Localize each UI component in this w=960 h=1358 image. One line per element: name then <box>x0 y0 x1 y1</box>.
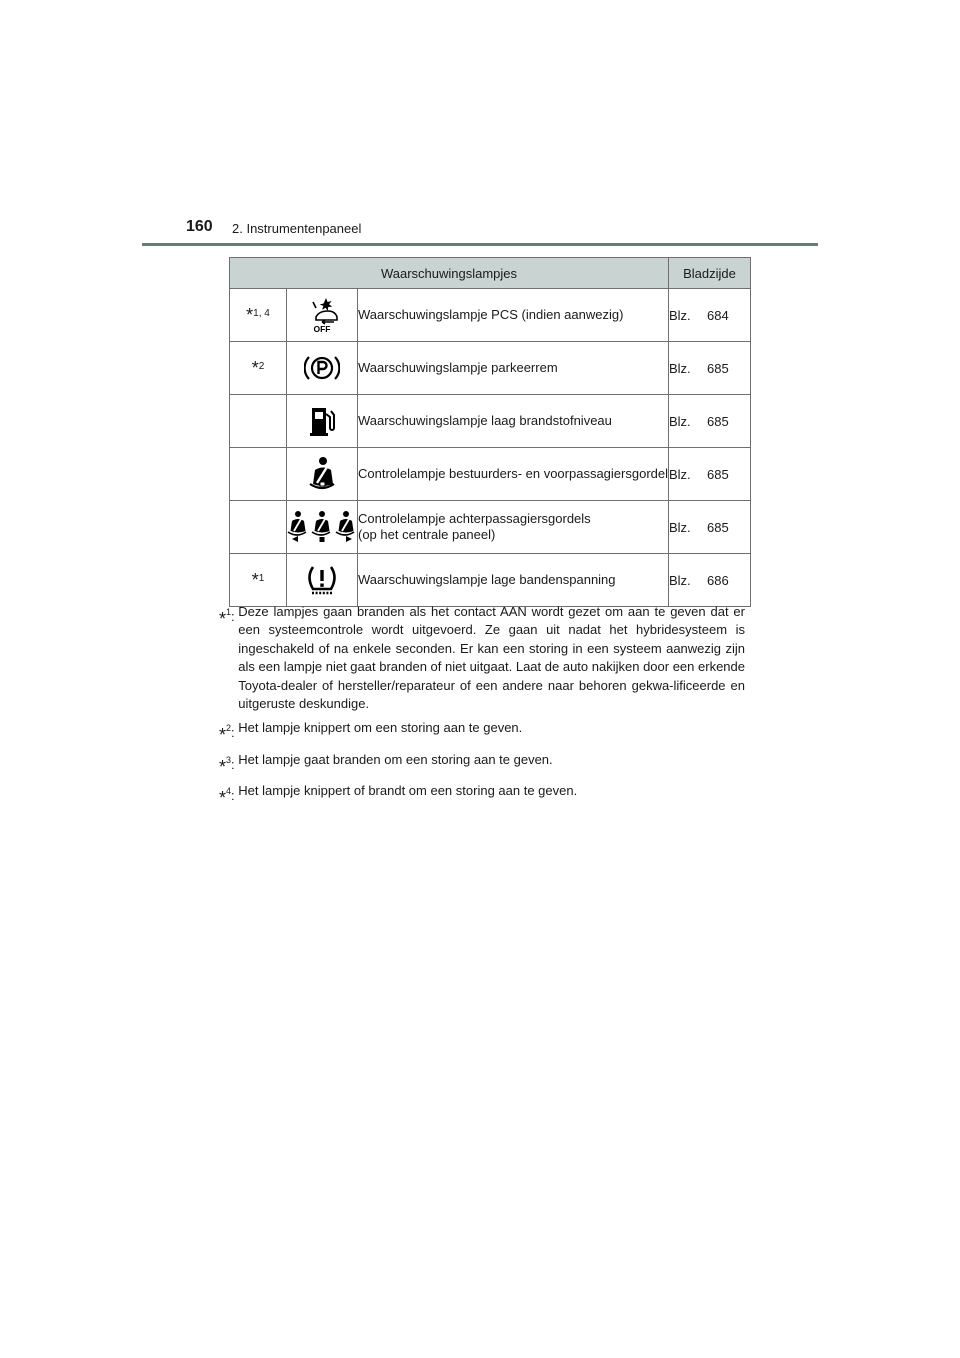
description-cell: Waarschuwingslampje parkeerrem <box>358 342 669 395</box>
table-header-row <box>230 258 751 289</box>
icon-cell <box>287 448 358 501</box>
note-cell <box>230 395 287 448</box>
note-cell <box>230 448 287 501</box>
section-title: 2. Instrumentenpaneel <box>232 221 362 236</box>
table-row <box>230 448 751 501</box>
fuel-pump-icon <box>308 404 336 438</box>
header-rule <box>142 243 818 246</box>
footnote-mark: *$^2$: <box>219 723 239 746</box>
icon-cell <box>287 342 358 395</box>
footnote <box>219 782 745 807</box>
note-ref: 1 <box>258 573 265 584</box>
page-label: Blz. <box>669 413 691 429</box>
page-cell <box>669 342 751 395</box>
note-cell <box>230 501 287 554</box>
footnote-mark: *$^4$: <box>219 786 239 809</box>
footnote <box>219 603 745 713</box>
pcs-off-icon <box>305 296 339 334</box>
footnote-mark: *$^1$: <box>219 607 239 629</box>
parking-brake-icon <box>304 352 340 384</box>
icon-cell <box>287 289 358 342</box>
footnotes <box>219 603 745 814</box>
footnote-text: Het lampje knippert of brandt om een storing aan te geven. <box>238 783 578 799</box>
footnote <box>219 719 745 744</box>
icon-cell <box>287 501 358 554</box>
page-ref: 685 <box>707 519 729 535</box>
page-ref: 685 <box>707 360 729 376</box>
page-label: Blz. <box>669 466 691 482</box>
asterisk: * <box>251 358 259 378</box>
seatbelt-icon <box>307 456 337 492</box>
description-cell: Waarschuwingslampje laag brandstofniveau <box>358 395 669 448</box>
page-label: Blz. <box>669 519 691 535</box>
note-cell <box>230 554 287 607</box>
page-label: Blz. <box>669 360 691 376</box>
table-row <box>230 342 751 395</box>
footnote-text: Deze lampjes gaan branden als het contact AAN wordt gezet om aan te geven dat er een systeemcontrole wordt uitgevoerd. Ze gaan uit nadat het hybridesysteem is ingeschakeld of na enkele seconden. Er kan een storing in een systeem aanwezig zijn als een lampje niet gaat branden of niet uitgaat. Laat de auto nakijken door een erkende Toyota-dealer of hersteller/reparateur of een andere naar behoren gekwa-lificeerde en uitgeruste deskundige. <box>238 604 745 712</box>
footnote <box>219 751 745 776</box>
table-row <box>230 395 751 448</box>
icon-cell <box>287 554 358 607</box>
column-header-page: Bladzijde <box>669 258 751 289</box>
page-ref: 685 <box>707 466 729 482</box>
note-cell <box>230 342 287 395</box>
page-label: Blz. <box>669 572 691 588</box>
page-ref: 685 <box>707 413 729 429</box>
description-cell: Controlelampje achterpassagiersgordels (op het centrale paneel) <box>358 501 669 554</box>
page-cell <box>669 501 751 554</box>
page-number: 160 <box>186 218 213 235</box>
page-cell <box>669 554 751 607</box>
asterisk: * <box>246 305 254 325</box>
footnote-mark: *$^3$: <box>219 754 239 777</box>
table-row <box>230 501 751 554</box>
pcs-off-text: OFF <box>313 324 331 334</box>
description-cell: Waarschuwingslampje PCS (indien aanwezig) <box>358 289 669 342</box>
icon-cell <box>287 395 358 448</box>
warning-lamps-table <box>229 257 751 607</box>
column-header-lamps: Waarschuwingslampjes <box>230 258 669 289</box>
footnote-text: Het lampje gaat branden om een storing aan te geven. <box>238 751 553 767</box>
note-cell <box>230 289 287 342</box>
asterisk: * <box>251 570 259 590</box>
footnote-text: Het lampje knippert om een storing aan te geven. <box>238 720 523 736</box>
page-ref: 686 <box>707 572 729 588</box>
description-cell: Waarschuwingslampje lage bandenspanning <box>358 554 669 607</box>
page-cell <box>669 395 751 448</box>
page-label: Blz. <box>669 307 691 323</box>
tire-pressure-icon <box>304 563 340 597</box>
note-ref: 2 <box>258 361 265 372</box>
description-cell: Controlelampje bestuurders- en voorpassagiersgordel <box>358 448 669 501</box>
page-ref: 684 <box>707 307 729 323</box>
page-cell <box>669 289 751 342</box>
rear-seatbelts-icon <box>287 510 357 544</box>
table-row <box>230 554 751 607</box>
page-cell <box>669 448 751 501</box>
table-row <box>230 289 751 342</box>
note-ref: 1, 4 <box>253 308 270 319</box>
